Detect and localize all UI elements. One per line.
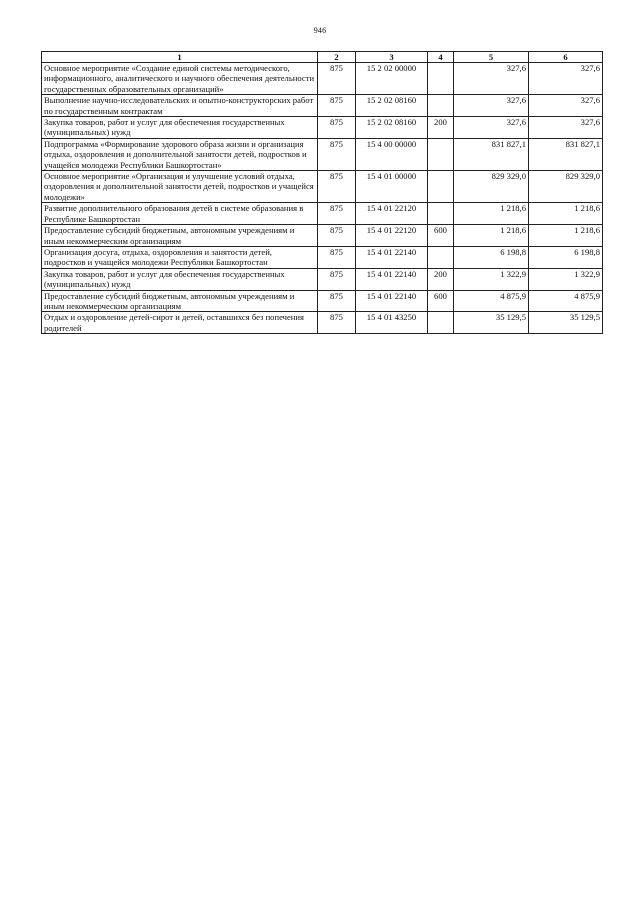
header-col-6: 6: [529, 52, 603, 63]
row-name: Развитие дополнительного образования детей в системе образования в Республике Башкортостан: [42, 203, 318, 225]
header-row: [42, 52, 603, 63]
row-expense-type: [428, 203, 454, 225]
row-expense-type: [428, 63, 454, 95]
row-name: Предоставление субсидий бюджетным, автономным учреждениям и иным некоммерческим организациям: [42, 225, 318, 247]
row-sum-col5: 829 329,0: [454, 171, 529, 203]
row-target-code: 15 4 01 22120: [356, 225, 428, 247]
table-row: [42, 117, 603, 139]
table-row: [42, 95, 603, 117]
row-name: Закупка товаров, работ и услуг для обеспечения государственных (муниципальных) нужд: [42, 268, 318, 290]
row-sum-col6: 6 198,8: [529, 246, 603, 268]
row-sum-col6: 829 329,0: [529, 171, 603, 203]
table-row: [42, 268, 603, 290]
row-code: 875: [318, 138, 356, 170]
row-name: Организация досуга, отдыха, оздоровления и занятости детей, подростков и учащейся молодежи Республики Башкортостан: [42, 246, 318, 268]
header-col-2: 2: [318, 52, 356, 63]
row-target-code: 15 4 01 22140: [356, 268, 428, 290]
table-row: [42, 203, 603, 225]
header-col-5: 5: [454, 52, 529, 63]
row-sum-col6: 831 827,1: [529, 138, 603, 170]
row-sum-col5: 1 322,9: [454, 268, 529, 290]
row-name: Предоставление субсидий бюджетным, автономным учреждениям и иным некоммерческим организациям: [42, 290, 318, 312]
table-row: [42, 138, 603, 170]
row-target-code: 15 4 01 00000: [356, 171, 428, 203]
row-sum-col5: 35 129,5: [454, 312, 529, 334]
row-sum-col6: 1 218,6: [529, 225, 603, 247]
table-row: [42, 63, 603, 95]
row-target-code: 15 4 01 43250: [356, 312, 428, 334]
row-code: 875: [318, 171, 356, 203]
row-target-code: 15 4 01 22140: [356, 290, 428, 312]
row-code: 875: [318, 225, 356, 247]
row-sum-col6: 1 322,9: [529, 268, 603, 290]
row-expense-type: [428, 312, 454, 334]
row-code: 875: [318, 117, 356, 139]
row-sum-col6: 4 875,9: [529, 290, 603, 312]
row-sum-col5: 6 198,8: [454, 246, 529, 268]
row-sum-col6: 327,6: [529, 63, 603, 95]
row-target-code: 15 2 02 08160: [356, 117, 428, 139]
row-name: Выполнение научно-исследовательских и опытно-конструкторских работ по государственным контрактам: [42, 95, 318, 117]
row-target-code: 15 4 00 00000: [356, 138, 428, 170]
row-sum-col5: 327,6: [454, 95, 529, 117]
row-sum-col5: 327,6: [454, 63, 529, 95]
table-row: [42, 290, 603, 312]
row-sum-col6: 35 129,5: [529, 312, 603, 334]
row-name: Закупка товаров, работ и услуг для обеспечения государственных (муниципальных) нужд: [42, 117, 318, 139]
table-body: [42, 63, 603, 334]
row-code: 875: [318, 290, 356, 312]
row-sum-col5: 1 218,6: [454, 225, 529, 247]
row-sum-col5: 831 827,1: [454, 138, 529, 170]
row-name: Основное мероприятие «Организация и улучшение условий отдыха, оздоровления и дополнительной занятости детей, подростков и учащейся молодежи»: [42, 171, 318, 203]
header-col-3: 3: [356, 52, 428, 63]
row-sum-col6: 327,6: [529, 117, 603, 139]
row-expense-type: [428, 246, 454, 268]
row-expense-type: 200: [428, 268, 454, 290]
row-code: 875: [318, 95, 356, 117]
row-expense-type: 600: [428, 225, 454, 247]
row-target-code: 15 2 02 08160: [356, 95, 428, 117]
row-target-code: 15 2 02 00000: [356, 63, 428, 95]
row-expense-type: [428, 171, 454, 203]
table-row: [42, 171, 603, 203]
row-expense-type: 200: [428, 117, 454, 139]
row-code: 875: [318, 203, 356, 225]
page-number: 946: [313, 26, 327, 35]
row-code: 875: [318, 268, 356, 290]
row-expense-type: [428, 138, 454, 170]
row-name: Отдых и оздоровление детей-сирот и детей, оставшихся без попечения родителей: [42, 312, 318, 334]
row-sum-col5: 327,6: [454, 117, 529, 139]
table-row: [42, 246, 603, 268]
row-name: Подпрограмма «Формирование здорового образа жизни и организация отдыха, оздоровления и дополнительной занятости детей, подростков и учащейся молодежи Республики Башкортостан»: [42, 138, 318, 170]
row-expense-type: [428, 95, 454, 117]
row-sum-col6: 1 218,6: [529, 203, 603, 225]
header-col-1: 1: [42, 52, 318, 63]
table-header: [42, 52, 603, 63]
table-row: [42, 312, 603, 334]
header-col-4: 4: [428, 52, 454, 63]
row-target-code: 15 4 01 22120: [356, 203, 428, 225]
row-name: Основное мероприятие «Создание единой системы методического, информационного, аналитического и научного обеспечения деятельности государственных образовательных организаций»: [42, 63, 318, 95]
row-expense-type: 600: [428, 290, 454, 312]
row-code: 875: [318, 312, 356, 334]
row-target-code: 15 4 01 22140: [356, 246, 428, 268]
row-sum-col5: 4 875,9: [454, 290, 529, 312]
row-sum-col5: 1 218,6: [454, 203, 529, 225]
row-sum-col6: 327,6: [529, 95, 603, 117]
row-code: 875: [318, 63, 356, 95]
budget-table: [41, 51, 603, 334]
table-row: [42, 225, 603, 247]
row-code: 875: [318, 246, 356, 268]
